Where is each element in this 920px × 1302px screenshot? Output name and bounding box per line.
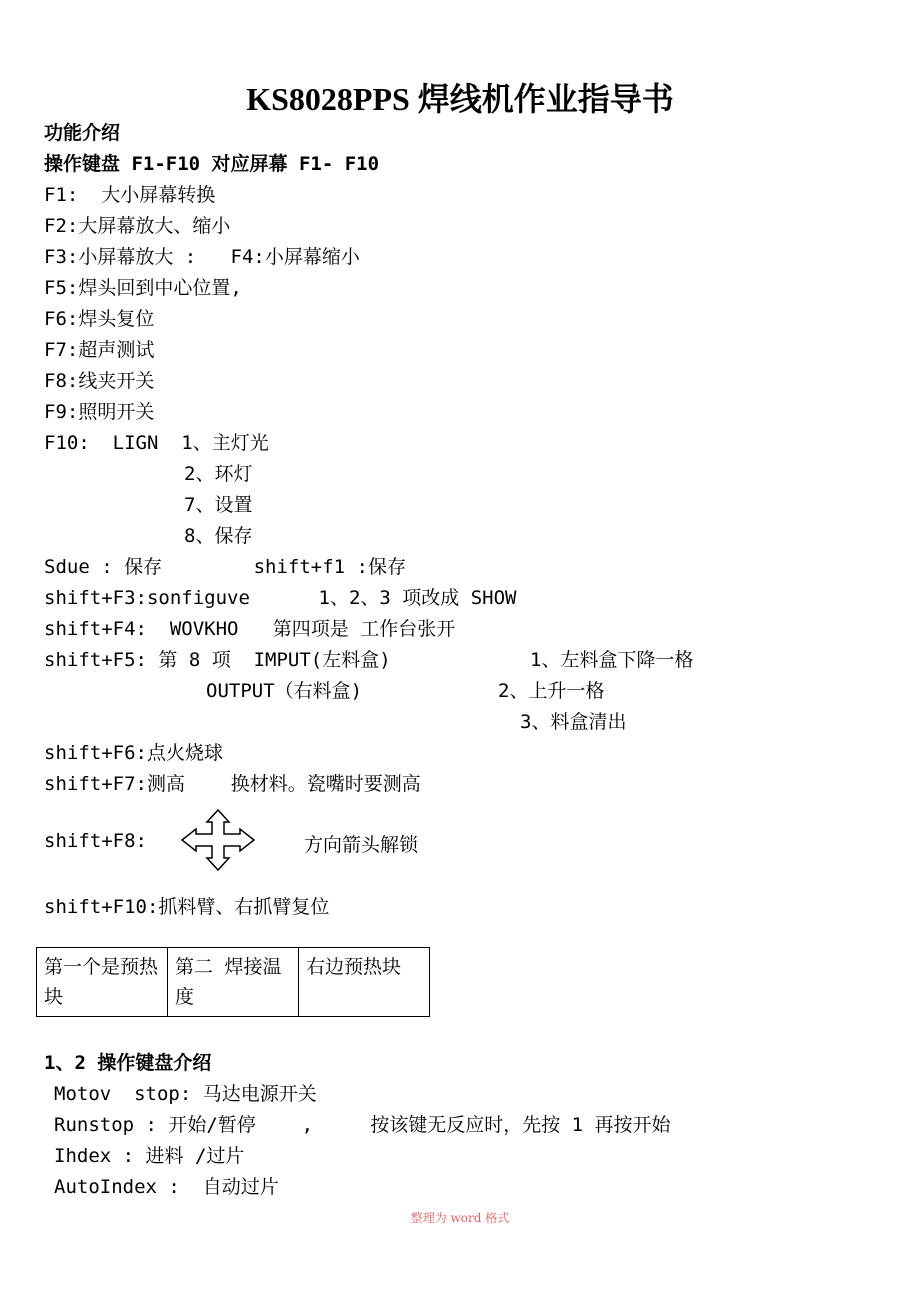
line-f10: F10: LIGN 1、主灯光: [44, 432, 269, 454]
section-subheading-keyboard: 操作键盘 F1-F10 对应屏幕 F1- F10: [44, 153, 380, 175]
four-direction-arrow-icon: [180, 808, 256, 872]
table-cell-preheat-left: 第一个是预热块: [37, 948, 168, 1017]
line-shift-f8-desc: 方向箭头解锁: [304, 834, 419, 856]
line-autoindex: AutoIndex : 自动过片: [54, 1176, 279, 1198]
line-f1: F1: 大小屏幕转换: [44, 184, 216, 206]
line-shift-f5: shift+F5: 第 8 项 IMPUT(左料盒): [44, 649, 391, 671]
line-f6: F6:焊头复位: [44, 308, 155, 330]
line-f8: F8:线夹开关: [44, 370, 155, 392]
section-heading-keyboard-intro: 1、2 操作键盘介绍: [44, 1052, 212, 1074]
line-motov-stop: Motov stop: 马达电源开关: [54, 1083, 317, 1105]
line-f7: F7:超声测试: [44, 339, 155, 361]
line-f10-save: 8、保存: [184, 525, 253, 547]
line-f10-settings: 7、设置: [184, 494, 253, 516]
line-shift-f5-step2: 2、上升一格: [498, 680, 605, 702]
line-sdue: Sdue : 保存 shift+f1 :保存: [44, 556, 406, 578]
line-f3: F3:小屏幕放大 : F4:小屏幕缩小: [44, 246, 360, 268]
line-shift-f5-output: OUTPUT（右料盒): [206, 680, 363, 702]
line-f2: F2:大屏幕放大、缩小: [44, 215, 231, 237]
table-cell-preheat-right: 右边预热块: [299, 948, 430, 1017]
section-heading-function: 功能介绍: [44, 122, 121, 144]
table-row: [37, 948, 430, 1017]
line-f9: F9:照明开关: [44, 401, 155, 423]
temperature-table: [36, 947, 430, 1017]
line-shift-f6: shift+F6:点火烧球: [44, 742, 223, 764]
page-footer: 整理为 word 格式: [410, 1211, 510, 1225]
table-cell-weld-temp: 第二 焊接温度: [168, 948, 299, 1017]
line-runstop: Runstop : 开始/暂停 , 按该键无反应时，先按 1 再按开始: [54, 1114, 671, 1136]
line-shift-f5-step3: 3、料盒清出: [520, 711, 627, 733]
line-shift-f3: shift+F3:sonfiguve 1、2、3 项改成 SHOW: [44, 587, 517, 609]
page-title: KS8028PPS 焊线机作业指导书: [246, 81, 674, 117]
line-ihdex: Ihdex : 进料 /过片: [54, 1145, 245, 1167]
line-shift-f8: shift+F8:: [44, 830, 147, 852]
line-shift-f7: shift+F7:测高 换材料。瓷嘴时要测高: [44, 773, 421, 795]
line-shift-f5-step1: 1、左料盒下降一格: [530, 649, 694, 671]
line-shift-f10: shift+F10:抓料臂、右抓臂复位: [44, 896, 330, 918]
line-f5: F5:焊头回到中心位置,: [44, 277, 242, 299]
line-f10-ring-light: 2、环灯: [184, 463, 253, 485]
line-shift-f4: shift+F4: WOVKHO 第四项是 工作台张开: [44, 618, 456, 640]
